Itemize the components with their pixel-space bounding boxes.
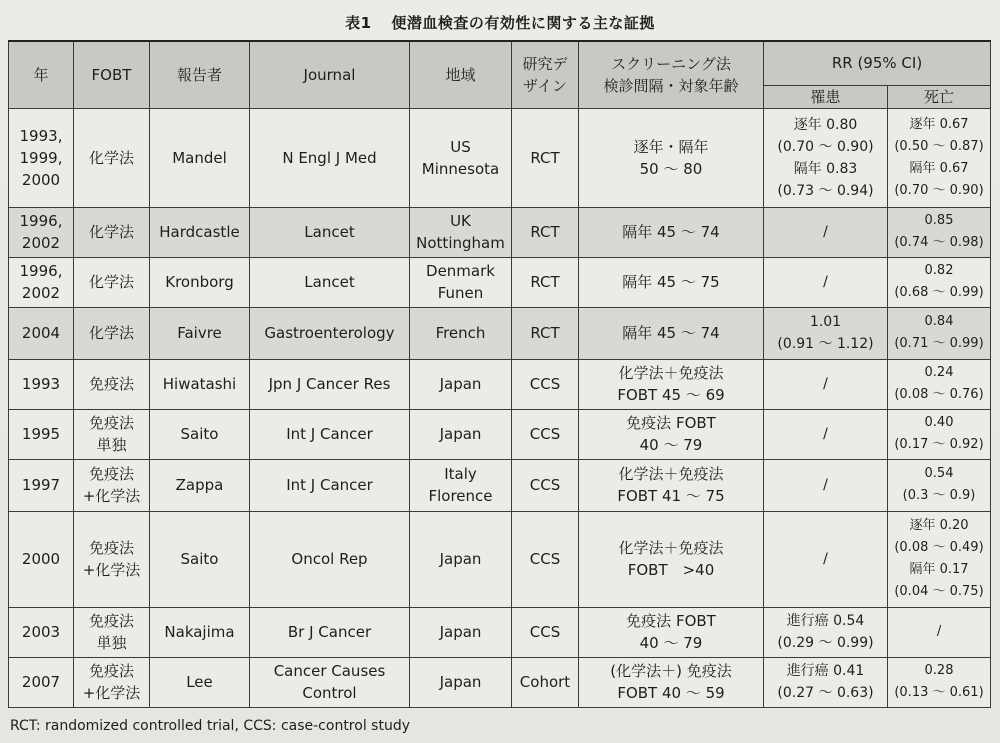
cell-mortality-line: (0.74 ～ 0.98) bbox=[894, 235, 984, 250]
cell-incidence-line: 隔年 0.83 bbox=[793, 160, 858, 177]
cell-reporter: Lee bbox=[150, 657, 250, 707]
cell-journal-line: Control bbox=[302, 684, 357, 702]
cell-design: CCS bbox=[512, 459, 579, 511]
cell-journal-line: Jpn J Cancer Res bbox=[268, 375, 391, 393]
cell-fobt bbox=[74, 511, 150, 607]
cell-screening bbox=[579, 607, 764, 657]
table-number: 表1 bbox=[345, 14, 372, 32]
table-row bbox=[9, 459, 991, 511]
cell-year bbox=[9, 108, 74, 207]
header-rr: RR (95% CI) bbox=[764, 41, 991, 85]
cell-screening-line: 40 ～ 79 bbox=[639, 634, 703, 652]
table-title: 便潜血検査の有効性に関する主な証拠 bbox=[391, 14, 655, 32]
cell-mortality-line: 逐年 0.67 bbox=[909, 116, 969, 132]
cell-incidence-line: / bbox=[823, 376, 828, 392]
cell-screening bbox=[579, 108, 764, 207]
cell-incidence-line: (0.70 ～ 0.90) bbox=[777, 138, 874, 155]
cell-year-line: 2000 bbox=[21, 170, 61, 189]
cell-mortality bbox=[888, 359, 991, 409]
cell-incidence-line: 進行癌 0.41 bbox=[786, 663, 865, 679]
cell-incidence bbox=[764, 359, 888, 409]
cell-fobt bbox=[74, 359, 150, 409]
cell-region-line: French bbox=[435, 324, 486, 342]
cell-fobt-line: 免疫法 bbox=[88, 539, 134, 557]
cell-region bbox=[410, 307, 512, 359]
cell-mortality bbox=[888, 657, 991, 707]
cell-year bbox=[9, 257, 74, 307]
cell-incidence-line: (0.91 ～ 1.12) bbox=[777, 336, 874, 352]
cell-region bbox=[410, 359, 512, 409]
cell-journal-line: Gastroenterology bbox=[264, 324, 395, 342]
cell-fobt-line: 免疫法 bbox=[88, 662, 134, 680]
cell-mortality-line: / bbox=[936, 624, 942, 639]
cell-region-line: Japan bbox=[439, 623, 482, 641]
cell-incidence bbox=[764, 257, 888, 307]
cell-region-line: Japan bbox=[439, 550, 482, 568]
cell-year bbox=[9, 207, 74, 257]
header-fobt: FOBT bbox=[74, 41, 150, 108]
cell-mortality-line: 逐年 0.20 bbox=[909, 518, 969, 533]
cell-region-line: US bbox=[450, 137, 471, 156]
cell-year-line: 2002 bbox=[21, 234, 61, 252]
cell-mortality-line: 0.40 bbox=[924, 415, 954, 430]
cell-mortality-line: 0.82 bbox=[924, 263, 954, 278]
cell-region bbox=[410, 459, 512, 511]
cell-screening-line: FOBT >40 bbox=[627, 561, 715, 579]
cell-year bbox=[9, 657, 74, 707]
cell-journal-line: Int J Cancer bbox=[286, 476, 373, 494]
cell-fobt-line: +化学法 bbox=[82, 561, 141, 579]
cell-region bbox=[410, 511, 512, 607]
header-reporter: 報告者 bbox=[150, 41, 250, 108]
cell-design: RCT bbox=[512, 108, 579, 207]
cell-fobt-line: 化学法 bbox=[88, 223, 134, 241]
cell-region-line: Nottingham bbox=[416, 234, 505, 252]
cell-mortality-line: (0.3 ～ 0.9) bbox=[902, 488, 976, 503]
cell-incidence bbox=[764, 607, 888, 657]
cell-fobt-line: 免疫法 bbox=[88, 375, 134, 393]
cell-design: RCT bbox=[512, 257, 579, 307]
cell-incidence-line: / bbox=[823, 477, 828, 493]
cell-region bbox=[410, 607, 512, 657]
cell-journal bbox=[250, 409, 410, 459]
cell-journal-line: Lancet bbox=[304, 273, 355, 291]
cell-design: CCS bbox=[512, 359, 579, 409]
cell-journal bbox=[250, 257, 410, 307]
header-screening: スクリーニング法 検診間隔・対象年齢 bbox=[579, 41, 764, 108]
cell-fobt-line: 化学法 bbox=[88, 148, 134, 167]
table-row bbox=[9, 409, 991, 459]
table-row bbox=[9, 607, 991, 657]
cell-screening bbox=[579, 511, 764, 607]
cell-fobt-line: 化学法 bbox=[88, 273, 134, 291]
cell-screening-line: 化学法＋免疫法 bbox=[618, 539, 724, 557]
cell-mortality-line: 0.85 bbox=[924, 213, 954, 228]
cell-year-line: 2002 bbox=[21, 284, 61, 302]
cell-mortality bbox=[888, 409, 991, 459]
cell-screening-line: 50 ～ 80 bbox=[639, 159, 703, 178]
cell-journal bbox=[250, 657, 410, 707]
table-row bbox=[9, 511, 991, 607]
cell-mortality-line: (0.04 ～ 0.75) bbox=[894, 584, 984, 599]
cell-reporter: Hardcastle bbox=[150, 207, 250, 257]
cell-design: CCS bbox=[512, 607, 579, 657]
cell-region bbox=[410, 409, 512, 459]
cell-year-line: 1997 bbox=[21, 476, 61, 494]
cell-incidence-line: (0.27 ～ 0.63) bbox=[777, 685, 874, 701]
cell-incidence bbox=[764, 207, 888, 257]
cell-design: Cohort bbox=[512, 657, 579, 707]
cell-mortality bbox=[888, 257, 991, 307]
cell-incidence bbox=[764, 459, 888, 511]
cell-incidence-line: / bbox=[823, 551, 828, 567]
header-mortality: 死亡 bbox=[888, 85, 991, 108]
cell-mortality bbox=[888, 511, 991, 607]
cell-screening-line: FOBT 45 ～ 69 bbox=[617, 386, 725, 404]
cell-mortality-line: 0.24 bbox=[924, 365, 954, 380]
cell-incidence-line: (0.29 ～ 0.99) bbox=[777, 635, 874, 651]
cell-screening bbox=[579, 207, 764, 257]
cell-incidence-line: (0.73 ～ 0.94) bbox=[777, 182, 874, 199]
cell-journal-line: Lancet bbox=[304, 223, 355, 241]
cell-design: RCT bbox=[512, 207, 579, 257]
header-incidence: 罹患 bbox=[764, 85, 888, 108]
cell-year-line: 1996, bbox=[19, 262, 63, 280]
cell-incidence-line: 逐年 0.80 bbox=[793, 116, 858, 133]
cell-fobt bbox=[74, 207, 150, 257]
cell-year bbox=[9, 307, 74, 359]
cell-mortality-line: (0.71 ～ 0.99) bbox=[894, 336, 984, 351]
cell-region bbox=[410, 257, 512, 307]
cell-journal-line: Int J Cancer bbox=[286, 425, 373, 443]
cell-year-line: 2003 bbox=[21, 623, 61, 641]
cell-fobt-line: +化学法 bbox=[82, 487, 141, 505]
header-design: 研究デ ザイン bbox=[512, 41, 579, 108]
cell-screening-line: 化学法＋免疫法 bbox=[618, 465, 724, 483]
cell-fobt bbox=[74, 657, 150, 707]
cell-year-line: 2004 bbox=[21, 324, 61, 342]
cell-mortality-line: 0.54 bbox=[924, 466, 954, 481]
cell-reporter: Kronborg bbox=[150, 257, 250, 307]
cell-incidence-line: / bbox=[823, 426, 828, 442]
cell-incidence bbox=[764, 511, 888, 607]
header-region: 地域 bbox=[410, 41, 512, 108]
cell-fobt bbox=[74, 409, 150, 459]
cell-incidence bbox=[764, 307, 888, 359]
cell-year-line: 1996, bbox=[19, 212, 63, 230]
cell-region-line: Minnesota bbox=[421, 159, 500, 178]
cell-year bbox=[9, 607, 74, 657]
cell-region-line: Florence bbox=[428, 487, 493, 505]
cell-journal bbox=[250, 607, 410, 657]
cell-region-line: Japan bbox=[439, 425, 482, 443]
cell-year-line: 2000 bbox=[21, 550, 61, 568]
table-row bbox=[9, 307, 991, 359]
cell-mortality-line: (0.08 ～ 0.76) bbox=[894, 387, 984, 402]
table-caption bbox=[0, 12, 1000, 33]
cell-screening bbox=[579, 307, 764, 359]
cell-fobt bbox=[74, 459, 150, 511]
cell-fobt bbox=[74, 257, 150, 307]
cell-incidence-line: / bbox=[823, 274, 828, 290]
cell-fobt-line: 免疫法 bbox=[88, 612, 134, 630]
cell-year-line: 1999, bbox=[19, 148, 63, 167]
cell-design: RCT bbox=[512, 307, 579, 359]
cell-region-line: Denmark bbox=[426, 262, 495, 280]
cell-incidence-line: 進行癌 0.54 bbox=[786, 613, 865, 629]
cell-journal bbox=[250, 359, 410, 409]
cell-region bbox=[410, 657, 512, 707]
cell-screening-line: 隔年 45 ～ 74 bbox=[622, 223, 720, 241]
evidence-table bbox=[8, 40, 991, 708]
cell-fobt-line: 免疫法 bbox=[88, 414, 134, 432]
cell-reporter: Nakajima bbox=[150, 607, 250, 657]
cell-year-line: 2007 bbox=[21, 673, 61, 691]
cell-mortality-line: 0.84 bbox=[924, 314, 954, 329]
table-row bbox=[9, 657, 991, 707]
header-year: 年 bbox=[9, 41, 74, 108]
cell-incidence bbox=[764, 657, 888, 707]
cell-screening-line: FOBT 41 ～ 75 bbox=[617, 487, 725, 505]
cell-fobt bbox=[74, 307, 150, 359]
cell-mortality-line: (0.68 ～ 0.99) bbox=[894, 285, 984, 300]
cell-journal bbox=[250, 307, 410, 359]
table-footnote: RCT: randomized controlled trial, CCS: case-control study bbox=[10, 718, 410, 734]
cell-year bbox=[9, 459, 74, 511]
cell-screening-line: (化学法＋) 免疫法 bbox=[610, 662, 732, 680]
cell-reporter: Mandel bbox=[150, 108, 250, 207]
cell-screening bbox=[579, 657, 764, 707]
cell-fobt bbox=[74, 108, 150, 207]
table-row bbox=[9, 257, 991, 307]
table-row bbox=[9, 108, 991, 207]
cell-mortality-line: (0.50 ～ 0.87) bbox=[894, 138, 984, 154]
cell-mortality bbox=[888, 207, 991, 257]
cell-journal bbox=[250, 108, 410, 207]
cell-region-line: Italy bbox=[444, 465, 477, 483]
cell-year bbox=[9, 359, 74, 409]
cell-mortality-line: 隔年 0.67 bbox=[909, 160, 969, 176]
cell-mortality-line: (0.70 ～ 0.90) bbox=[894, 182, 984, 198]
cell-incidence-line: / bbox=[823, 224, 828, 240]
cell-reporter: Faivre bbox=[150, 307, 250, 359]
cell-screening-line: FOBT 40 ～ 59 bbox=[617, 684, 725, 702]
cell-fobt bbox=[74, 607, 150, 657]
cell-design: CCS bbox=[512, 409, 579, 459]
cell-screening-line: 隔年 45 ～ 75 bbox=[622, 273, 720, 291]
cell-year-line: 1995 bbox=[21, 425, 61, 443]
table-row bbox=[9, 207, 991, 257]
cell-reporter: Saito bbox=[150, 409, 250, 459]
cell-mortality bbox=[888, 108, 991, 207]
cell-mortality bbox=[888, 459, 991, 511]
cell-screening-line: 化学法＋免疫法 bbox=[618, 364, 724, 382]
cell-screening bbox=[579, 257, 764, 307]
cell-region-line: Japan bbox=[439, 673, 482, 691]
cell-region bbox=[410, 207, 512, 257]
header-journal: Journal bbox=[250, 41, 410, 108]
cell-journal bbox=[250, 511, 410, 607]
cell-mortality-line: (0.17 ～ 0.92) bbox=[894, 437, 984, 452]
cell-incidence-line: 1.01 bbox=[809, 314, 842, 330]
cell-journal-line: Br J Cancer bbox=[287, 623, 372, 641]
cell-journal-line: Cancer Causes bbox=[273, 662, 386, 680]
cell-screening bbox=[579, 359, 764, 409]
cell-mortality-line: (0.13 ～ 0.61) bbox=[894, 685, 984, 700]
cell-year-line: 1993, bbox=[19, 126, 63, 145]
cell-fobt-line: 単独 bbox=[96, 634, 127, 652]
cell-fobt-line: +化学法 bbox=[82, 684, 141, 702]
cell-mortality bbox=[888, 607, 991, 657]
cell-region-line: UK bbox=[450, 212, 471, 230]
cell-incidence bbox=[764, 409, 888, 459]
cell-reporter: Saito bbox=[150, 511, 250, 607]
cell-mortality-line: (0.08 ～ 0.49) bbox=[894, 540, 984, 555]
cell-year-line: 1993 bbox=[21, 375, 61, 393]
cell-year bbox=[9, 511, 74, 607]
cell-mortality-line: 0.28 bbox=[924, 663, 954, 678]
cell-fobt-line: 単独 bbox=[96, 436, 127, 454]
cell-journal-line: Oncol Rep bbox=[291, 550, 368, 568]
cell-region-line: Japan bbox=[439, 375, 482, 393]
cell-region-line: Funen bbox=[437, 284, 484, 302]
cell-screening-line: 逐年・隔年 bbox=[633, 137, 709, 156]
table-row bbox=[9, 359, 991, 409]
cell-fobt-line: 化学法 bbox=[88, 324, 134, 342]
cell-screening-line: 隔年 45 ～ 74 bbox=[622, 324, 720, 342]
cell-screening-line: 40 ～ 79 bbox=[639, 436, 703, 454]
cell-mortality-line: 隔年 0.17 bbox=[909, 562, 969, 577]
cell-incidence bbox=[764, 108, 888, 207]
cell-journal bbox=[250, 207, 410, 257]
cell-screening bbox=[579, 409, 764, 459]
cell-reporter: Hiwatashi bbox=[150, 359, 250, 409]
cell-year bbox=[9, 409, 74, 459]
cell-screening bbox=[579, 459, 764, 511]
cell-design: CCS bbox=[512, 511, 579, 607]
cell-reporter: Zappa bbox=[150, 459, 250, 511]
cell-region bbox=[410, 108, 512, 207]
cell-screening-line: 免疫法 FOBT bbox=[626, 612, 716, 630]
cell-mortality bbox=[888, 307, 991, 359]
cell-screening-line: 免疫法 FOBT bbox=[626, 414, 716, 432]
cell-journal bbox=[250, 459, 410, 511]
cell-journal-line: N Engl J Med bbox=[282, 148, 377, 167]
cell-fobt-line: 免疫法 bbox=[88, 465, 134, 483]
